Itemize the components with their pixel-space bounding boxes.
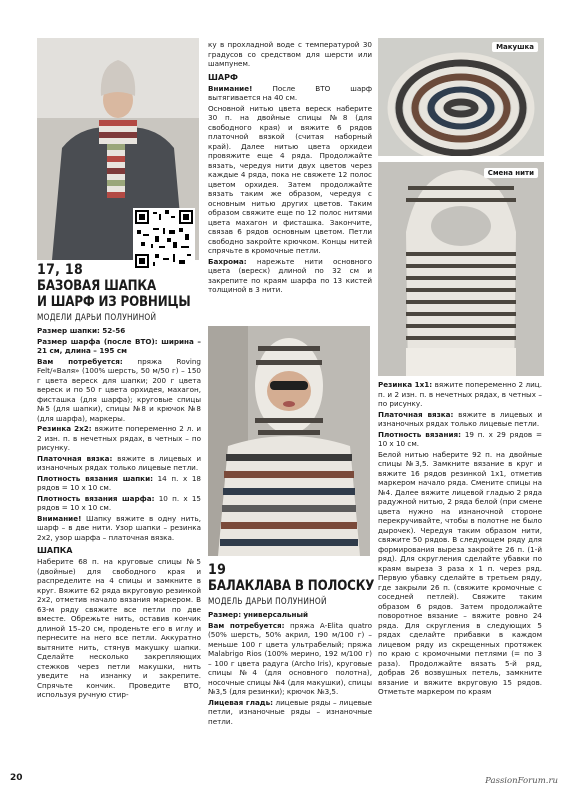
right-gauge-text: 19 п. х 29 рядов = 10 х 10 см. (378, 429, 542, 448)
materials-text: пряжа Roving Felt/«Валя» (100% шерсть, 50 м/50 г) – 150 г цвета вереск для шапки; 200 г цвета вереск и по 50 г цвета орхидея, махагон, фисташка (для шарфа); круговые спицы №5 (для шапки), спицы №8 и крючок №8 (для шарфа), маркеры. (37, 356, 201, 423)
stockinette-text: лицевые ряды – лицевые петли, изнаночные ряды – изнаночные петли. (208, 697, 372, 726)
project-number: 17, 18 (37, 262, 84, 278)
designer-credit: МОДЕЛИ ДАРЬИ ПОЛУНИНОЙ (37, 312, 157, 322)
balaclava-instructions: Белой нитью наберите 92 п. на двойные спицы №3,5. Замкните вязание в круг и вяжите 16 рядов резинкой 1х1, отметив маркером начало ряда. Смените спицы на №4. Далее вяжите лицевой гладью 2 ряда радужной нитью, 2 ряда белой (при смене цвета нужно на изнаночной стороне перекручивайте, чтобы в полотне не было дырочек). Чередуя таким образом нити, свяжите 50 рядов. В следующем ряду для формирования выреза закройте 26 п. (1-й ряд). Для скругления сделайте убавки по краям выреза 3 раза х 1 п. через ряд. Первую убавку сделайте в третьем ряду, где закрыли 26 п. (свяжите кромочные с соседней петлей). Свяжите таким образом 6 рядов. Затем продолжайте поворотное вязание – вяжите ровно 24 ряда. Для скругления в следующих 5 рядах сделайте прибавки в каждом лицевом ряду из скрещенных протяжек по краю с кромочными петлями (= по 3 раза). Продолжайте вязать 5-й ряд, добрав 26 возвушных петель, замкните вязание и вяжите вкруговую 15 рядов. Отметьте маркером по краям (378, 449, 542, 696)
scarf-attention-label: Внимание! (208, 83, 253, 93)
fringe-label: Бахрома: (208, 256, 247, 266)
rib-label: Резинка 2х2: (37, 424, 92, 433)
project-title-line2: И ШАРФ ИЗ РОВНИЦЫ (37, 294, 191, 310)
gauge-hat-label: Плотность вязания шапки: (37, 473, 153, 483)
size-scarf: Размер шарфа (после ВТО): ширина – 21 см, длина – 195 см (37, 336, 201, 355)
size-hat-label: Размер шапки: (37, 326, 100, 335)
gauge-hat-text: 14 п. х 18 рядов = 10 х 10 см. (37, 473, 201, 492)
left-column (37, 262, 201, 701)
crown-tag: Макушка (492, 42, 538, 52)
section-scarf: ШАРФ (208, 72, 238, 82)
materials-label: Вам потребуется: (37, 356, 123, 366)
site-watermark: PassionForum.ru (485, 776, 558, 786)
rib11-text: вяжите попеременно 2 лиц. п. и 2 изн. п. в нечетных рядах, в четных – по рисунку. (378, 380, 542, 408)
balaclava-designer: МОДЕЛЬ ДАРЬИ ПОЛУНИНОЙ (208, 596, 327, 606)
right-gauge-label: Плотность вязания: (378, 429, 461, 439)
balaclava-materials-text: пряжа A-Elita quatro (50% шерсть, 50% акрил, 190 м/100 г) – меньше 100 г цвета ультрабелый; пряжа Malabrigo Rios (100% мерино, 192 м/100 г) – 100 г цвета радуга (Archo Iris), круговые спицы №4 (для основного полотна), носочные спицы №4 (для макушки), спицы №3,5 (для резинки); крючок №3,5. (208, 620, 372, 696)
color-change-photo (378, 162, 544, 376)
balaclava-illustration (208, 326, 370, 556)
gauge-scarf-text: 10 п. х 15 рядов = 10 х 10 см. (37, 493, 201, 512)
right-garter-text: вяжите в лицевых и изнаночных рядах только лицевые петли. (378, 409, 542, 428)
middle-column-top (208, 40, 372, 296)
gauge-scarf-label: Плотность вязания шарфа: (37, 493, 155, 503)
qr-code[interactable] (133, 208, 195, 270)
fringe-text: нарежьте нити основного цвета (вереск) длиной по 32 см и закрепите по краям шарфа по 13 кистей толщиной в 3 нити. (208, 256, 372, 294)
right-garter-label: Платочная вязка: (378, 409, 454, 419)
garter-text: вяжите в лицевых и изнаночных рядах только лицевые петли. (37, 453, 201, 472)
hat-instructions: Наберите 68 п. на круговые спицы №5 (двойные) для свободного края и распределите на 4 спицы и замкните в круг. Вяжите 62 ряда вкруговую резинкой 2х2, отметив начало вязания маркером. В 63-м ряду свяжите все петли по две вместе. Обрежьте нить, оставив кончик длиной 15–20 см, проденьте его в иглу и пернесите на него все петли. Аккуратно вытяните нить, стянув макушку шапки. Сделайте несколько закрепляющих стежков через петли макушки, нить уведите на изнанку и закрепите. Спрячьте кончик. Проведите ВТО, используя ручную стир- (37, 557, 201, 699)
rib11-label: Резинка 1х1: (378, 380, 433, 389)
scarf-instructions: Основной нитью цвета вереск наберите 30 п. на двойные спицы №8 (для свободного края) и вяжите 6 рядов платочной вязкой (считая наборный край). Далее нитью цвета орхидеи провяжите еще 4 ряда. Продолжайте вязать, чередуя нити двух цветов через каждые 4 ряда, пока не свяжете 12 полос цветом орхидея. Затем продолжайте вязать таким же образом, чередуя с основным нитью других цветов. Таким образом свяжите еще по 12 полос нитями цвета махагон и фисташка. Закончите, связав 6 рядов основным цветом. Петли свободно закройте крючком. Концы нитей спрячьте в кромочные петли. (208, 103, 372, 255)
middle-column-bottom (208, 562, 375, 727)
balaclava-materials-label: Вам потребуется: (208, 620, 285, 630)
stockinette-label: Лицевая гладь: (208, 697, 274, 707)
qr-code-icon (135, 210, 193, 268)
balaclava-size-label: Размер: (208, 610, 242, 619)
attention-label: Внимание! (37, 513, 82, 523)
crown-stripes-illustration (378, 38, 544, 156)
section-hat: ШАПКА (37, 546, 73, 555)
balaclava-number: 19 (208, 562, 227, 578)
scarf-attention-text: После ВТО шарф вытягивается на 40 см. (208, 83, 372, 102)
balaclava-photo (208, 326, 370, 556)
attention-text: Шапку вяжите в одну нить, шарф – в две нити. Узор шапки – резинка 2х2, узор шарфа – платочная вязка. (37, 513, 201, 542)
color-change-tag: Смена нити (484, 168, 538, 178)
project-title-line1: БАЗОВАЯ ШАПКА (37, 278, 157, 294)
balaclava-flat-illustration (378, 162, 544, 376)
right-column (378, 380, 542, 698)
crown-photo (378, 38, 544, 156)
rib-text: вяжите попеременно 2 л. и 2 изн. п. в нечетных рядах, в четных – по рисунку. (37, 424, 201, 452)
wash-text: ку в прохладной воде с температурой 30 градусов со средством для шерсти или шампунем. (208, 40, 372, 68)
garter-label: Платочная вязка: (37, 453, 113, 463)
size-hat-value: 52-56 (102, 326, 126, 335)
balaclava-title: БАЛАКЛАВА В ПОЛОСКУ (208, 578, 375, 594)
page-number: 20 (10, 773, 23, 783)
balaclava-size-value: универсальный (243, 610, 309, 619)
